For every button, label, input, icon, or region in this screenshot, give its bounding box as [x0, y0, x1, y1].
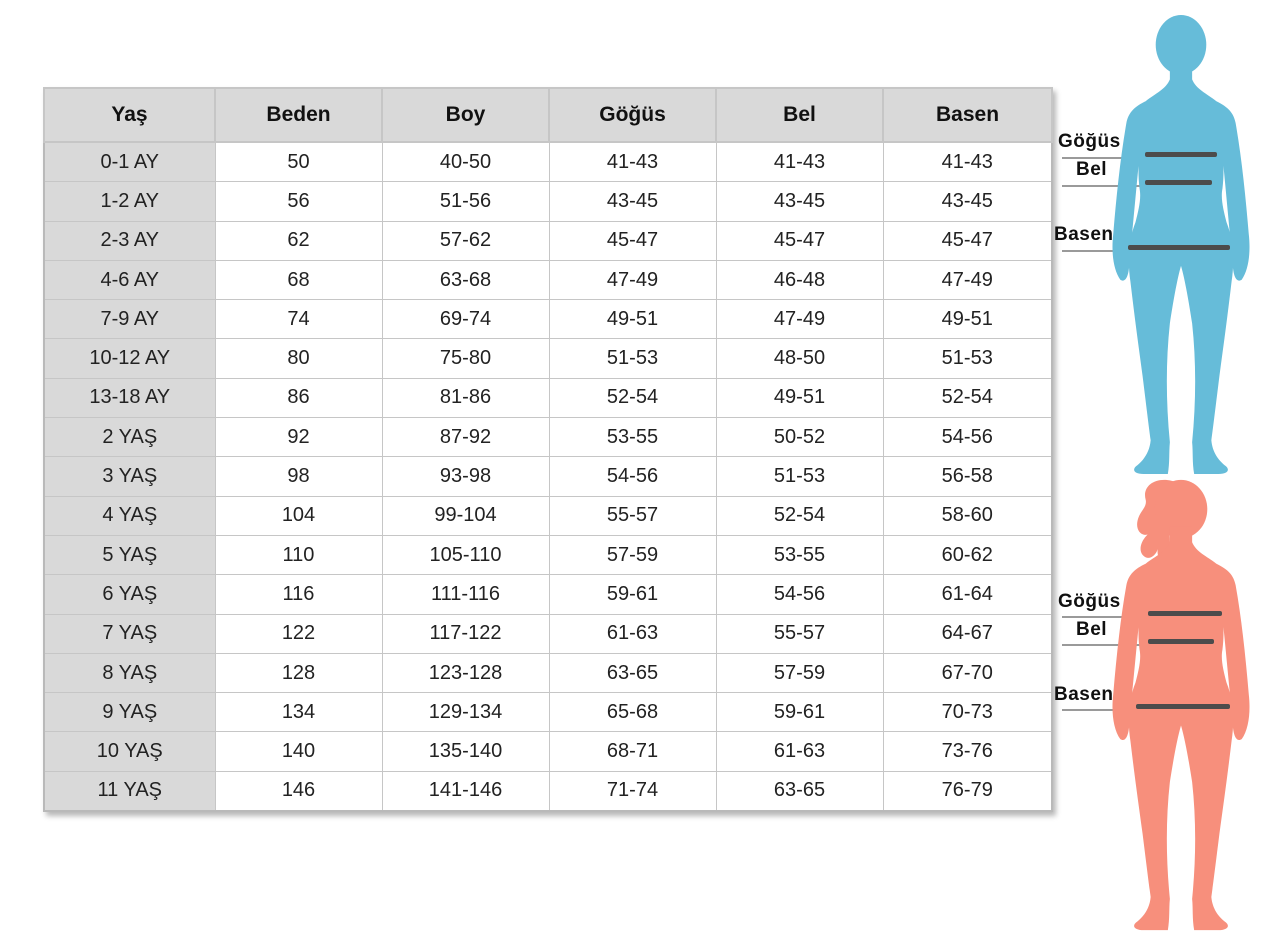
size-value-cell: 43-45	[716, 182, 883, 221]
size-value-cell: 99-104	[382, 496, 549, 535]
size-value-cell: 55-57	[716, 614, 883, 653]
size-value-cell: 116	[215, 575, 382, 614]
size-value-cell: 80	[215, 339, 382, 378]
table-row	[44, 496, 1052, 535]
size-value-cell: 54-56	[549, 457, 716, 496]
row-header-cell: 2 YAŞ	[44, 418, 215, 457]
size-value-cell: 110	[215, 535, 382, 574]
size-value-cell: 43-45	[549, 182, 716, 221]
size-value-cell: 74	[215, 300, 382, 339]
size-value-cell: 56	[215, 182, 382, 221]
size-value-cell: 98	[215, 457, 382, 496]
size-value-cell: 141-146	[382, 771, 549, 811]
size-value-cell: 70-73	[883, 693, 1052, 732]
size-value-cell: 129-134	[382, 693, 549, 732]
size-value-cell: 54-56	[716, 575, 883, 614]
size-table	[43, 87, 1053, 812]
size-value-cell: 55-57	[549, 496, 716, 535]
size-value-cell: 61-63	[549, 614, 716, 653]
size-table-body	[44, 142, 1052, 811]
child-body-shape	[1112, 62, 1249, 474]
size-value-cell: 45-47	[549, 221, 716, 260]
size-value-cell: 146	[215, 771, 382, 811]
size-value-cell: 140	[215, 732, 382, 771]
child-chest-measure-line	[1145, 152, 1217, 157]
size-value-cell: 56-58	[883, 457, 1052, 496]
size-value-cell: 43-45	[883, 182, 1052, 221]
size-value-cell: 61-63	[716, 732, 883, 771]
child-hip-label: Basen	[1054, 224, 1114, 245]
row-header-cell: 6 YAŞ	[44, 575, 215, 614]
girl-chest-label: Göğüs	[1058, 591, 1121, 612]
size-value-cell: 134	[215, 693, 382, 732]
size-value-cell: 51-53	[549, 339, 716, 378]
size-value-cell: 104	[215, 496, 382, 535]
size-value-cell: 87-92	[382, 418, 549, 457]
row-header-cell: 8 YAŞ	[44, 653, 215, 692]
child-waist-measure-line	[1145, 180, 1212, 185]
table-row	[44, 221, 1052, 260]
size-value-cell: 68	[215, 260, 382, 299]
size-value-cell: 71-74	[549, 771, 716, 811]
size-value-cell: 93-98	[382, 457, 549, 496]
child-hip-measure-line	[1128, 245, 1230, 250]
size-value-cell: 49-51	[883, 300, 1052, 339]
table-row	[44, 378, 1052, 417]
size-value-cell: 52-54	[549, 378, 716, 417]
size-value-cell: 49-51	[716, 378, 883, 417]
table-row	[44, 182, 1052, 221]
size-value-cell: 58-60	[883, 496, 1052, 535]
table-row	[44, 300, 1052, 339]
size-value-cell: 111-116	[382, 575, 549, 614]
table-row	[44, 339, 1052, 378]
size-value-cell: 47-49	[549, 260, 716, 299]
size-value-cell: 128	[215, 653, 382, 692]
size-value-cell: 123-128	[382, 653, 549, 692]
row-header-cell: 10 YAŞ	[44, 732, 215, 771]
column-header-1: Beden	[215, 88, 382, 142]
row-header-cell: 2-3 AY	[44, 221, 215, 260]
size-value-cell: 50-52	[716, 418, 883, 457]
size-value-cell: 59-61	[549, 575, 716, 614]
size-value-cell: 41-43	[716, 142, 883, 182]
table-row	[44, 614, 1052, 653]
child-chest-label: Göğüs	[1058, 131, 1121, 152]
table-row	[44, 771, 1052, 811]
table-row	[44, 457, 1052, 496]
size-value-cell: 51-53	[716, 457, 883, 496]
row-header-cell: 7-9 AY	[44, 300, 215, 339]
row-header-cell: 3 YAŞ	[44, 457, 215, 496]
size-value-cell: 63-65	[716, 771, 883, 811]
row-header-cell: 11 YAŞ	[44, 771, 215, 811]
size-table-head	[44, 88, 1052, 142]
table-row	[44, 535, 1052, 574]
table-row	[44, 418, 1052, 457]
girl-chest-measure-line	[1148, 611, 1222, 616]
size-value-cell: 45-47	[716, 221, 883, 260]
size-value-cell: 122	[215, 614, 382, 653]
size-value-cell: 105-110	[382, 535, 549, 574]
size-value-cell: 117-122	[382, 614, 549, 653]
size-value-cell: 53-55	[716, 535, 883, 574]
size-value-cell: 69-74	[382, 300, 549, 339]
size-value-cell: 76-79	[883, 771, 1052, 811]
size-value-cell: 47-49	[716, 300, 883, 339]
size-value-cell: 46-48	[716, 260, 883, 299]
size-value-cell: 45-47	[883, 221, 1052, 260]
size-value-cell: 57-62	[382, 221, 549, 260]
size-value-cell: 52-54	[716, 496, 883, 535]
size-value-cell: 41-43	[549, 142, 716, 182]
column-header-0: Yaş	[44, 88, 215, 142]
size-value-cell: 135-140	[382, 732, 549, 771]
table-row	[44, 575, 1052, 614]
size-value-cell: 64-67	[883, 614, 1052, 653]
size-value-cell: 86	[215, 378, 382, 417]
row-header-cell: 13-18 AY	[44, 378, 215, 417]
size-value-cell: 63-68	[382, 260, 549, 299]
column-header-5: Basen	[883, 88, 1052, 142]
size-value-cell: 59-61	[716, 693, 883, 732]
size-value-cell: 75-80	[382, 339, 549, 378]
row-header-cell: 1-2 AY	[44, 182, 215, 221]
row-header-cell: 5 YAŞ	[44, 535, 215, 574]
column-header-2: Boy	[382, 88, 549, 142]
row-header-cell: 0-1 AY	[44, 142, 215, 182]
girl-hip-measure-line	[1136, 704, 1230, 709]
table-row	[44, 653, 1052, 692]
column-header-3: Göğüs	[549, 88, 716, 142]
size-value-cell: 40-50	[382, 142, 549, 182]
row-header-cell: 7 YAŞ	[44, 614, 215, 653]
size-value-cell: 48-50	[716, 339, 883, 378]
table-row	[44, 260, 1052, 299]
row-header-cell: 10-12 AY	[44, 339, 215, 378]
girl-hip-label: Basen	[1054, 684, 1114, 705]
size-value-cell: 63-65	[549, 653, 716, 692]
size-value-cell: 92	[215, 418, 382, 457]
column-header-4: Bel	[716, 88, 883, 142]
child-waist-label: Bel	[1076, 159, 1108, 180]
size-value-cell: 51-53	[883, 339, 1052, 378]
table-row	[44, 142, 1052, 182]
size-value-cell: 49-51	[549, 300, 716, 339]
table-row	[44, 693, 1052, 732]
size-value-cell: 53-55	[549, 418, 716, 457]
size-value-cell: 41-43	[883, 142, 1052, 182]
size-value-cell: 50	[215, 142, 382, 182]
size-value-cell: 73-76	[883, 732, 1052, 771]
size-value-cell: 52-54	[883, 378, 1052, 417]
size-value-cell: 61-64	[883, 575, 1052, 614]
girl-body-shape	[1112, 527, 1249, 930]
size-value-cell: 57-59	[549, 535, 716, 574]
size-value-cell: 68-71	[549, 732, 716, 771]
size-value-cell: 51-56	[382, 182, 549, 221]
table-row	[44, 732, 1052, 771]
table-header-row	[44, 88, 1052, 142]
size-value-cell: 67-70	[883, 653, 1052, 692]
girl-waist-label: Bel	[1076, 619, 1108, 640]
size-value-cell: 54-56	[883, 418, 1052, 457]
size-value-cell: 62	[215, 221, 382, 260]
row-header-cell: 4 YAŞ	[44, 496, 215, 535]
size-value-cell: 65-68	[549, 693, 716, 732]
size-value-cell: 57-59	[716, 653, 883, 692]
size-value-cell: 47-49	[883, 260, 1052, 299]
size-value-cell: 81-86	[382, 378, 549, 417]
girl-waist-measure-line	[1148, 639, 1214, 644]
size-value-cell: 60-62	[883, 535, 1052, 574]
row-header-cell: 9 YAŞ	[44, 693, 215, 732]
row-header-cell: 4-6 AY	[44, 260, 215, 299]
